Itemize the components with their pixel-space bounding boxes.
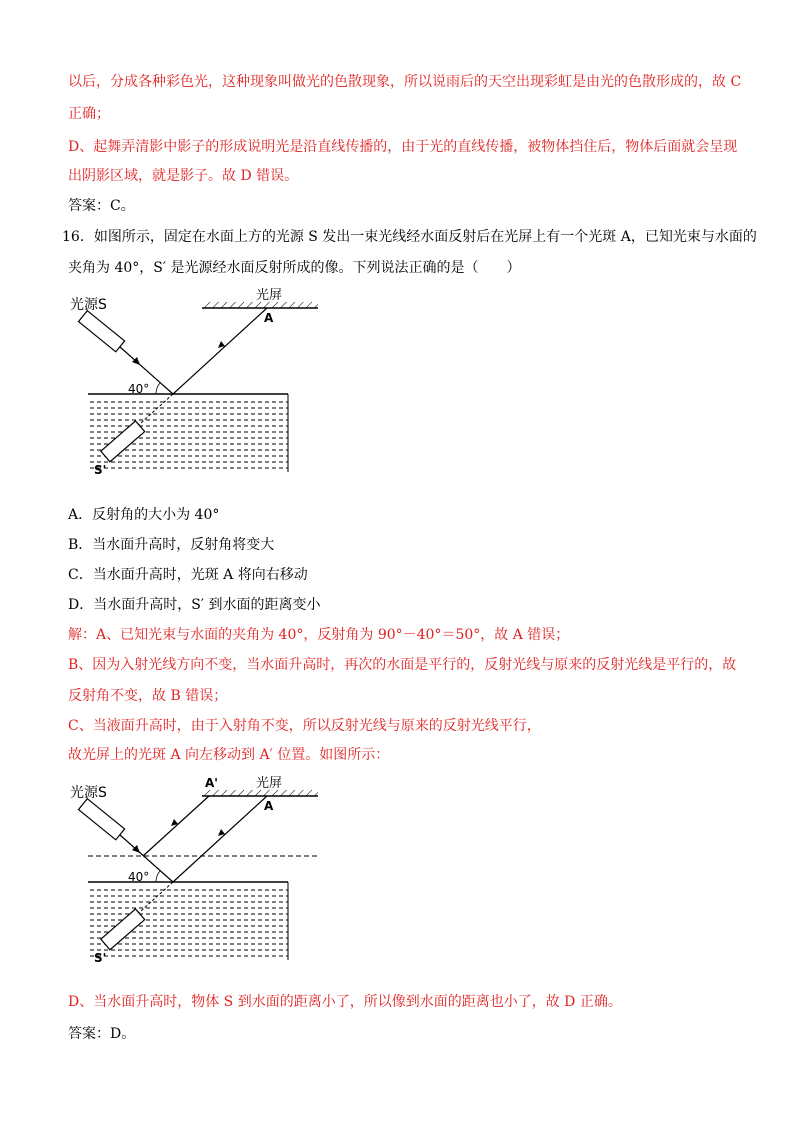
solution-line-2: B、因为入射光线方向不变，当水面升高时，再次的水面是平行的，反射光线与原来的反射光线是平行的，故: [68, 657, 737, 673]
analysis-line-1: 以后，分成各种彩色光，这种现象叫做光的色散现象，所以说雨后的天空出现彩虹是由光的色散形成的，故 C: [68, 74, 742, 90]
question-line-2: 夹角为 40°，S′ 是光源经水面反射所成的像。下列说法正确的是（ ）: [68, 260, 521, 276]
analysis-line-3: D、起舞弄清影中影子的形成说明光是沿直线传播的，由于光的直线传播，被物体挡住后，物体后面就会呈现: [68, 139, 738, 155]
screen-label: 光屏: [256, 776, 283, 791]
image-label: S': [94, 951, 107, 965]
option-c: C．当水面升高时，光斑 A 将向右移动: [68, 567, 308, 583]
solution-line-3: 反射角不变，故 B 错误；: [68, 688, 228, 704]
spot-a-prime-label: A': [205, 776, 218, 790]
screen-label: 光屏: [256, 288, 283, 303]
angle-label: 40°: [128, 870, 150, 884]
reflected-ray: [173, 308, 267, 394]
answer-c: 答案：C。: [68, 198, 135, 214]
figure-2-diagram: [60, 770, 330, 970]
analysis-line-2: 正确；: [68, 106, 110, 122]
solution-line-1: 解：A、已知光束与水面的夹角为 40°，反射角为 90°－40°＝50°，故 A 错误；: [68, 627, 570, 643]
image-tube: [101, 909, 145, 950]
angle-label: 40°: [128, 382, 150, 396]
option-a: A．反射角的大小为 40°: [68, 507, 220, 523]
solution-line-4: C、当液面升高时，由于入射角不变，所以反射光线与原来的反射光线平行，: [68, 718, 541, 734]
angle-arc: [156, 383, 160, 394]
figure-1-diagram: [60, 282, 330, 482]
reflected-ray: [173, 796, 267, 882]
question-line-1: 16．如图所示，固定在水面上方的光源 S 发出一束光线经水面反射后在光屏上有一个光斑 A，已知光束与水面的: [62, 229, 757, 245]
analysis-line-4: 出阴影区域，就是影子。故 D 错误。: [68, 168, 299, 184]
solution-line-5: 故光屏上的光斑 A 向左移动到 A′ 位置。如图所示：: [68, 747, 390, 763]
spot-a-label: A: [264, 311, 274, 325]
option-b: B．当水面升高时，反射角将变大: [68, 537, 275, 553]
source-label: 光源S: [70, 297, 107, 313]
option-d: D．当水面升高时，S′ 到水面的距离变小: [68, 597, 321, 613]
image-label: S': [94, 463, 107, 477]
new-reflected-ray: [143, 796, 209, 856]
answer-d: 答案：D。: [68, 1026, 136, 1042]
light-source-tube: [78, 311, 124, 352]
angle-arc: [156, 871, 160, 882]
source-label: 光源S: [70, 785, 107, 801]
solution-d-line: D、当水面升高时，物体 S 到水面的距离小了，所以像到水面的距离也小了，故 D 正确。: [68, 994, 622, 1010]
spot-a-label: A: [264, 799, 274, 813]
image-tube: [101, 421, 145, 462]
light-source-tube: [78, 799, 124, 840]
